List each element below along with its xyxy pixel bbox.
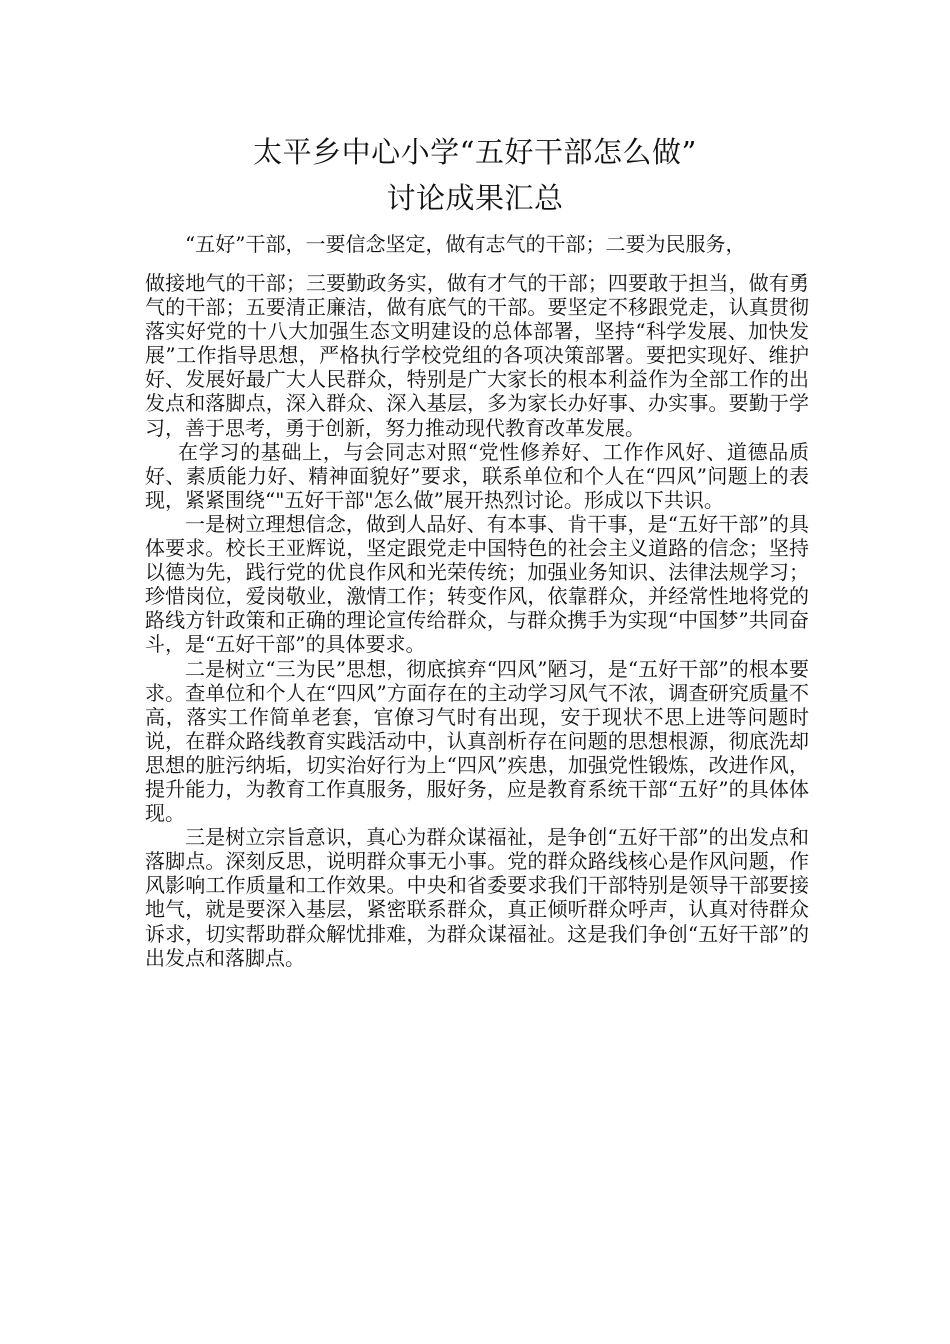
paragraph: 二是树立“三为民”思想，彻底摈弃“四风”陋习，是“五好干部”的根本要求。查单位和个人在“四风”方面存在的主动学习风气不浓，调查研究质量不高，落实工作简单老套，官僚习气时有出现，安于现状不思上进等问题时说，在群众路线教育实践活动中，认真剖析存在问题的思想根源，彻底洗却思想的脏污纳垢，切实治好行为上“四风”疾患，加强党性锻炼，改进作风，提升能力，为教育工作真服务，服好务，应是教育系统干部“五好”的具体体现。: [145, 656, 809, 826]
document-subtitle: 讨论成果汇总: [386, 181, 564, 215]
lead-line: “五好”干部，一要信念坚定，做有志气的干部；二要为民服务，: [185, 232, 746, 256]
paragraph: 一是树立理想信念，做到人品好、有本事、肯干事，是“五好干部”的具体要求。校长王亚辉说，坚定跟党走中国特色的社会主义道路的信念；坚持以德为先，践行党的优良作风和光荣传统；加强业务知识、法律法规学习；珍惜岗位，爱岗敬业，激情工作；转变作风，依靠群众，并经常性地将党的路线方针政策和正确的理论宣传给群众，与群众携手为实现“中国梦”共同奋斗，是“五好干部”的具体要求。: [145, 511, 809, 657]
document-body: [145, 271, 809, 970]
paragraph: 三是树立宗旨意识，真心为群众谋福祉，是争创“五好干部”的出发点和落脚点。深刻反思，说明群众事无小事。党的群众路线核心是作风问题，作风影响工作质量和工作效果。中央和省委要求我们干部特别是领导干部要接地气，就是要深入基层，紧密联系群众，真正倾听群众呼声，认真对待群众诉求，切实帮助群众解忧排难，为群众谋福祉。这是我们争创“五好干部”的出发点和落脚点。: [145, 825, 809, 970]
document-title: 太平乡中心小学“五好干部怎么做”: [253, 135, 697, 169]
paragraph: 在学习的基础上，与会同志对照“党性修养好、工作作风好、道德品质好、素质能力好、精神面貌好”要求，联系单位和个人在“四风”问题上的表现，紧紧围绕“"五好干部"怎么做”展开热烈讨论。形成以下共识。: [145, 439, 809, 512]
paragraph: 做接地气的干部；三要勤政务实，做有才气的干部；四要敢于担当，做有勇气的干部；五要清正廉洁，做有底气的干部。要坚定不移跟党走，认真贯彻落实好党的十八大加强生态文明建设的总体部署，坚持“科学发展、加快发展”工作指导思想，严格执行学校党组的各项决策部署。要把实现好、维护好、发展好最广大人民群众，特别是广大家长的根本利益作为全部工作的出发点和落脚点，深入群众、深入基层，多为家长办好事、办实事。要勤于学习，善于思考，勇于创新，努力推动现代教育改革发展。: [145, 271, 809, 440]
